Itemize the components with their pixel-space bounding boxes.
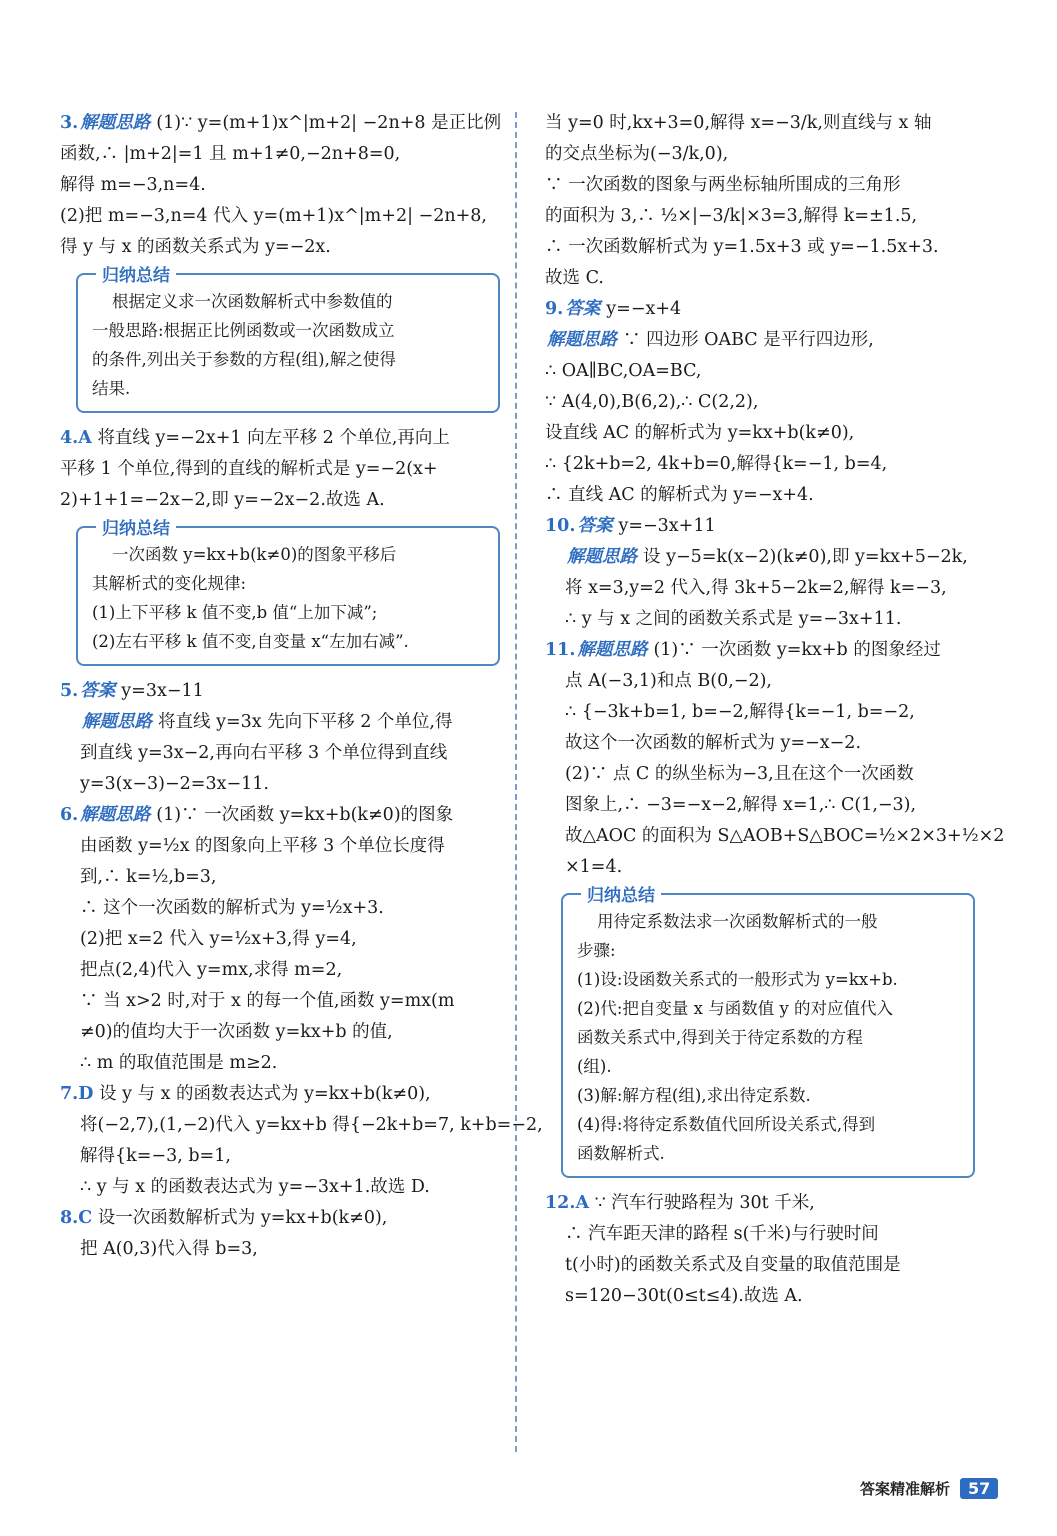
item-11-line-7: 故△AOC 的面积为 S△AOB+S△BOC=½×2×3+½×2	[565, 826, 1005, 846]
summary-box-1	[76, 266, 500, 413]
item-8-line-2: 把 A(0,3)代入得 b=3,	[80, 1239, 258, 1259]
item-3-line-5: 得 y 与 x 的函数关系式为 y=−2x.	[60, 237, 331, 257]
item-10-line-1: 解题思路 设 y−5=k(x−2)(k≠0),即 y=kx+5−2k,	[567, 547, 968, 567]
item-11-line-5: (2)∵ 点 C 的纵坐标为−3,且在这个一次函数	[565, 764, 914, 784]
left-column	[60, 108, 543, 1265]
summary-box-title: 归纳总结	[96, 514, 176, 539]
item-11-line-8: ×1=4.	[565, 857, 623, 877]
summary-line: 其解析式的变化规律:	[92, 574, 247, 593]
right-column	[545, 108, 1005, 1312]
item-5-line-2: 到直线 y=3x−2,再向右平移 3 个单位得到直线	[80, 743, 448, 763]
item-10-answer: 10. 答案 y=−3x+11	[545, 516, 716, 536]
summary-box-title: 归纳总结	[581, 881, 661, 906]
item-10-line-2: 将 x=3,y=2 代入,得 3k+5−2k=2,解得 k=−3,	[565, 578, 947, 598]
summary-line: 函数关系式中,得到关于待定系数的方程	[577, 1028, 863, 1047]
item-9-line-6: ∴ 直线 AC 的解析式为 y=−x+4.	[545, 485, 814, 505]
summary-line: 的条件,列出关于参数的方程(组),解之使得	[92, 350, 396, 369]
item-6-line-5: (2)把 x=2 代入 y=½x+3,得 y=4,	[80, 929, 357, 949]
item-6-line-4: ∴ 这个一次函数的解析式为 y=½x+3.	[80, 898, 384, 918]
page-number: 57	[960, 1478, 998, 1499]
item-6-line-2: 由函数 y=½x 的图象向上平移 3 个单位长度得	[80, 836, 445, 856]
item-12-line-4: s=120−30t(0≤t≤4).故选 A.	[565, 1286, 803, 1306]
item-7-line-3: 解得{k=−3, b=1,	[80, 1146, 231, 1166]
item-6-line-7: ∵ 当 x>2 时,对于 x 的每一个值,函数 y=mx(m	[80, 991, 455, 1011]
item-8-cont-line-5: ∴ 一次函数解析式为 y=1.5x+3 或 y=−1.5x+3.	[545, 237, 939, 257]
item-9-answer: 9. 答案 y=−x+4	[545, 299, 682, 319]
item-9-line-1: 解题思路 ∵ 四边形 OABC 是平行四边形,	[547, 330, 874, 350]
summary-box-title: 归纳总结	[96, 261, 176, 286]
summary-line: 函数解析式.	[577, 1144, 665, 1163]
item-8-cont-line-3: ∵ 一次函数的图象与两坐标轴所围成的三角形	[545, 175, 901, 195]
item-5-answer: 5. 答案 y=3x−11	[60, 681, 204, 701]
item-3-line-4: (2)把 m=−3,n=4 代入 y=(m+1)x^|m+2| −2n+8,	[60, 206, 487, 226]
item-8-cont-line-2: 的交点坐标为(−3/k,0),	[545, 144, 729, 164]
item-9-line-2: ∴ OA∥BC,OA=BC,	[545, 361, 702, 381]
item-6-line-9: ∴ m 的取值范围是 m≥2.	[80, 1053, 278, 1073]
item-5-line-1: 解题思路 将直线 y=3x 先向下平移 2 个单位,得	[82, 712, 453, 732]
summary-line: (1)上下平移 k 值不变,b 值“上加下减”;	[92, 603, 378, 622]
item-12-line-3: t(小时)的函数关系式及自变量的取值范围是	[565, 1255, 901, 1275]
item-6-line-1: 6. 解题思路 (1)∵ 一次函数 y=kx+b(k≠0)的图象	[60, 805, 454, 825]
item-8-cont-line-4: 的面积为 3,∴ ½×|−3/k|×3=3,解得 k=±1.5,	[545, 206, 918, 226]
item-4-line-1: 4.A 将直线 y=−2x+1 向左平移 2 个单位,再向上	[60, 428, 450, 448]
item-11-line-4: 故这个一次函数的解析式为 y=−x−2.	[565, 733, 862, 753]
item-7-line-4: ∴ y 与 x 的函数表达式为 y=−3x+1.故选 D.	[80, 1177, 430, 1197]
summary-line: (3)解:解方程(组),求出待定系数.	[577, 1086, 811, 1105]
item-8-line-1: 8.C 设一次函数解析式为 y=kx+b(k≠0),	[60, 1208, 388, 1228]
footer-title: 答案精准解析	[860, 1480, 951, 1498]
item-3-line-2: 函数,∴ |m+2|=1 且 m+1≠0,−2n+8=0,	[60, 144, 401, 164]
item-11-line-6: 图象上,∴ −3=−x−2,解得 x=1,∴ C(1,−3),	[565, 795, 917, 815]
item-11-line-1: 11. 解题思路 (1)∵ 一次函数 y=kx+b 的图象经过	[545, 640, 941, 660]
item-9-line-4: 设直线 AC 的解析式为 y=kx+b(k≠0),	[545, 423, 855, 443]
summary-line: 步骤:	[577, 941, 616, 960]
item-3-line-3: 解得 m=−3,n=4.	[60, 175, 206, 195]
summary-line: (4)得:将待定系数值代回所设关系式,得到	[577, 1115, 876, 1134]
item-12-line-1: 12.A ∵ 汽车行驶路程为 30t 千米,	[545, 1193, 815, 1213]
summary-line: (2)代:把自变量 x 与函数值 y 的对应值代入	[577, 999, 894, 1018]
summary-line: (1)设:设函数关系式的一般形式为 y=kx+b.	[577, 970, 898, 989]
item-5-line-3: y=3(x−3)−2=3x−11.	[80, 774, 269, 794]
column-divider	[515, 112, 517, 1452]
item-9-line-5: ∴ {2k+b=2, 4k+b=0,解得{k=−1, b=4,	[545, 454, 888, 474]
item-12-line-2: ∴ 汽车距天津的路程 s(千米)与行驶时间	[565, 1224, 879, 1244]
item-9-line-3: ∵ A(4,0),B(6,2),∴ C(2,2),	[545, 392, 759, 412]
item-7-line-1: 7.D 设 y 与 x 的函数表达式为 y=kx+b(k≠0),	[60, 1084, 431, 1104]
item-10-line-3: ∴ y 与 x 之间的函数关系式是 y=−3x+11.	[565, 609, 902, 629]
item-8-cont-line-1: 当 y=0 时,kx+3=0,解得 x=−3/k,则直线与 x 轴	[545, 113, 932, 133]
summary-box-3	[561, 886, 975, 1178]
item-11-line-2: 点 A(−3,1)和点 B(0,−2),	[565, 671, 772, 691]
item-11-line-3: ∴ {−3k+b=1, b=−2,解得{k=−1, b=−2,	[565, 702, 915, 722]
summary-line: (2)左右平移 k 值不变,自变量 x“左加右减”.	[92, 632, 409, 651]
summary-line: 用待定系数法求一次函数解析式的一般	[597, 912, 878, 931]
summary-line: 结果.	[92, 379, 131, 398]
item-4-line-2: 平移 1 个单位,得到的直线的解析式是 y=−2(x+	[60, 459, 438, 479]
summary-line: 一次函数 y=kx+b(k≠0)的图象平移后	[112, 545, 397, 564]
summary-line: (组).	[577, 1057, 612, 1076]
summary-line: 一般思路:根据正比例函数或一次函数成立	[92, 321, 395, 340]
page-footer	[860, 1478, 998, 1499]
item-7-line-2: 将(−2,7),(1,−2)代入 y=kx+b 得{−2k+b=7, k+b=−2,	[80, 1115, 543, 1135]
item-6-line-3: 到,∴ k=½,b=3,	[80, 867, 217, 887]
item-3-line-1: 3. 解题思路 (1)∵ y=(m+1)x^|m+2| −2n+8 是正比例	[60, 113, 502, 133]
item-8-cont-line-6: 故选 C.	[545, 268, 604, 288]
summary-line: 根据定义求一次函数解析式中参数值的	[112, 292, 393, 311]
item-6-line-8: ≠0)的值均大于一次函数 y=kx+b 的值,	[80, 1022, 393, 1042]
summary-box-2	[76, 519, 500, 666]
item-6-line-6: 把点(2,4)代入 y=mx,求得 m=2,	[80, 960, 343, 980]
item-4-line-3: 2)+1+1=−2x−2,即 y=−2x−2.故选 A.	[60, 490, 385, 510]
